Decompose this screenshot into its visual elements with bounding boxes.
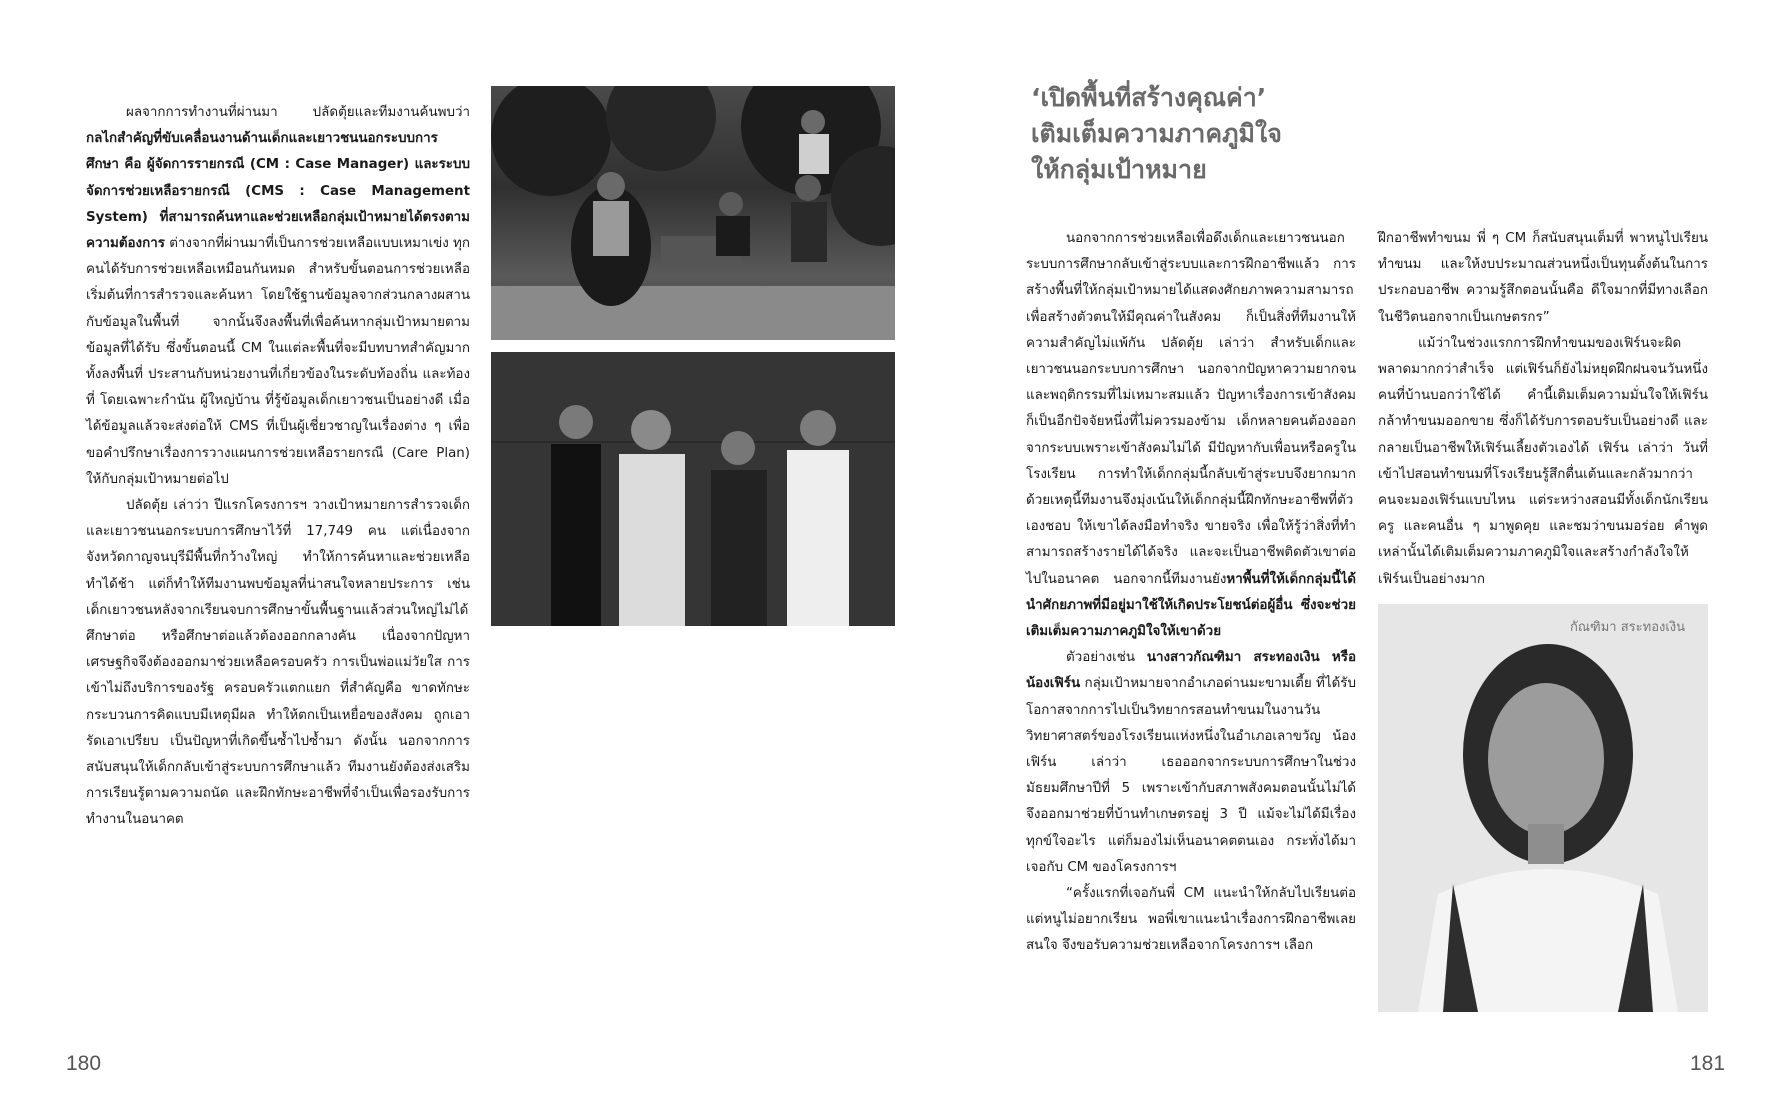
bold-emphasis: หาพื้นที่ให้เด็กกลุ่มนี้ได้นำศักยภาพที่มีอยู่มาใช้ให้เกิดประโยชน์ต่อผู้อื่น ซึ่งจะช่วยเติมเต็มความภาคภูมิใจให้เขาด้วย: [1026, 571, 1356, 640]
paragraph: นอกจากการช่วยเหลือเพื่อดึงเด็กและเยาวชนนอกระบบการศึกษากลับเข้าสู่ระบบและการฝึกอาชีพแล้ว การสร้างพื้นที่ให้กลุ่มเป้าหมายได้แสดงศักยภาพความสามารถเพื่อสร้างตัวตนให้มีคุณค่าในสังคม ก็เป็นสิ่งที่ทีมงานให้ความสำคัญไม่แพ้กัน ปลัดตุ้ย เล่าว่า สำหรับเด็กและเยาวชนนอกระบบการศึกษา นอกจากปัญหาความยากจนและพฤติกรรมที่ไม่เหมาะสมแล้ว ปัญหาเรื่องการเข้าสังคมก็เป็นอีกปัจจัยหนึ่งที่ไม่ควรมองข้าม เด็กหลายคนต้องออกจากระบบเพราะเข้าสังคมไม่ได้ มีปัญหากับเพื่อนหรือครูในโรงเรียน การทำให้เด็กกลุ่มนี้กลับเข้าสู่ระบบจึงยากมาก ด้วยเหตุนี้ทีมงานจึงมุ่งเน้นให้เด็กกลุ่มนี้ฝึกทักษะอาชีพที่ตัวเองชอบ ให้เขาได้ลงมือทำจริง ขายจริง เพื่อให้รู้ว่าสิ่งที่ทำ สามารถสร้างรายได้ได้จริง และจะเป็นอาชีพติดตัวเขาต่อไปในอนาคต นอกจากนี้ทีมงานยังหาพื้นที่ให้เด็กกลุ่มนี้ได้นำศักยภาพที่มีอยู่มาใช้ให้เกิดประโยชน์ต่อผู้อื่น ซึ่งจะช่วยเติมเต็มความภาคภูมิใจให้เขาด้วย: [1026, 231, 1356, 640]
headline-line: ให้กลุ่มเป้าหมาย: [1031, 155, 1207, 184]
bold-emphasis: กลไกสำคัญที่ขับเคลื่อนงานด้านเด็กและเยาวชนนอกระบบการศึกษา คือ ผู้จัดการรายกรณี (CM : Case Manager) และระบบจัดการช่วยเหลือรายกรณี (CMS : Case Management System) ที่สามารถค้นหาและช่วยเหลือกลุ่มเป้าหมายได้ตรงตามความต้องการ: [86, 131, 470, 252]
paragraph: “ครั้งแรกที่เจอกันพี่ CM แนะนำให้กลับไปเรียนต่อ แต่หนูไม่อยากเรียน พอพี่เขาแนะนำเรื่องการฝึกอาชีพเลยสนใจ จึงขอรับความช่วยเหลือจากโครงการฯ เลือก: [1026, 886, 1356, 954]
photo-youth-group-outdoor: [491, 86, 895, 340]
paragraph: ผลจากการทำงานที่ผ่านมา ปลัดตุ้ยและทีมงานค้นพบว่ากลไกสำคัญที่ขับเคลื่อนงานด้านเด็กและเยาวชนนอกระบบการศึกษา คือ ผู้จัดการรายกรณี (CM : Case Manager) และระบบจัดการช่วยเหลือรายกรณี (CMS : Case Management System) ที่สามารถค้นหาและช่วยเหลือกลุ่มเป้าหมายได้ตรงตามความต้องการ ต่างจากที่ผ่านมาที่เป็นการช่วยเหลือแบบเหมาเข่ง ทุกคนได้รับการช่วยเหลือเหมือนกันหมด สำหรับขั้นตอนการช่วยเหลือเริ่มต้นที่การสำรวจและค้นหา โดยใช้ฐานข้อมูลจากส่วนกลางผสานกับข้อมูลในพื้นที่ จากนั้นจึงลงพื้นที่เพื่อค้นหากลุ่มเป้าหมายตามข้อมูลที่ได้รับ ซึ่งขั้นตอนนี้ CM ในแต่ละพื้นที่จะมีบทบาทสำคัญมาก ทั้งลงพื้นที่ ประสานกับหน่วยงานที่เกี่ยวข้องในระดับท้องถิ่น และท้องที่ โดยเฉพาะกำนัน ผู้ใหญ่บ้าน ที่รู้ข้อมูลเด็กเยาวชนเป็นอย่างดี เมื่อได้ข้อมูลแล้วจะส่งต่อให้ CMS ที่เป็นผู้เชี่ยวชาญในเรื่องต่าง ๆ เพื่อขอคำปรึกษาเรื่องการวางแผนการช่วยเหลือรายกรณี (Care Plan) ให้กับกลุ่มเป้าหมายต่อไป: [86, 105, 470, 487]
outdoor-scene-illustration: [491, 86, 895, 340]
photo-four-youths-portrait: [491, 352, 895, 626]
page-number-left: 180: [66, 1052, 102, 1075]
photo-fern-portrait: [1378, 604, 1708, 1012]
paragraph: ตัวอย่างเช่น นางสาวกัณฑิมา สระทองเงิน หรือน้องเฟิร์น กลุ่มเป้าหมายจากอำเภอด่านมะขามเตี้ย ที่ได้รับโอกาสจากการไปเป็นวิทยากรสอนทำขนมในงานวันวิทยาศาสตร์ของโรงเรียนแห่งหนึ่งในอำเภอเลาขวัญ น้องเฟิร์น เล่าว่า เธอออกจากระบบการศึกษาในช่วงมัธยมศึกษาปีที่ 5 เพราะเข้ากับสภาพสังคมตอนนั้นไม่ได้ จึงออกมาช่วยที่บ้านทำเกษตรอยู่ 3 ปี แม้จะไม่ได้มีเรื่องทุกข์ใจอะไร แต่ก็มองไม่เห็นอนาคตตนเอง กระทั่งได้มาเจอกับ CM ของโครงการฯ: [1026, 650, 1356, 875]
paragraph: ฝึกอาชีพทำขนม พี่ ๆ CM ก็สนับสนุนเต็มที่ พาหนูไปเรียนทำขนม และให้งบประมาณส่วนหนึ่งเป็นทุนตั้งต้นในการประกอบอาชีพ ความรู้สึกตอนนั้นคือ ดีใจมากที่มีทางเลือกในชีวิตนอกจากเป็นเกษตรกร”: [1378, 231, 1708, 325]
left-text-column: [86, 100, 470, 834]
headline-line: ‘เปิดพื้นที่สร้างคุณค่า’: [1031, 83, 1267, 112]
portrait-caption: กัณฑิมา สระทองเงิน: [1570, 620, 1686, 635]
paragraph: ปลัดตุ้ย เล่าว่า ปีแรกโครงการฯ วางเป้าหมายการสำรวจเด็กและเยาวชนนอกระบบการศึกษาไว้ที่ 17,749 คน แต่เนื่องจากจังหวัดกาญจนบุรีมีพื้นที่กว้างใหญ่ ทำให้การค้นหาและช่วยเหลือทำได้ช้า แต่ก็ทำให้ทีมงานพบข้อมูลที่น่าสนใจหลายประการ เช่น เด็กเยาวชนหลังจากเรียนจบการศึกษาขั้นพื้นฐานแล้วส่วนใหญ่ไม่ได้ศึกษาต่อ หรือศึกษาต่อแล้วต้องออกกลางคัน เนื่องจากปัญหาเศรษฐกิจจึงต้องออกมาช่วยเหลือครอบครัว การเป็นพ่อแม่วัยใส การเข้าไม่ถึงบริการของรัฐ ครอบครัวแตกแยก ที่สำคัญคือ ขาดทักษะกระบวนการคิดแบบมีเหตุมีผล ทำให้ตกเป็นเหยื่อของสังคม ถูกเอารัดเอาเปรียบ เป็นปัญหาที่เกิดขึ้นซ้ำไปซ้ำมา ดังนั้น นอกจากการสนับสนุนให้เด็กกลับเข้าสู่ระบบการศึกษาแล้ว ทีมงานยังต้องส่งเสริมการเรียนรู้ตามความถนัด และฝึกทักษะอาชีพที่จำเป็นเพื่อรองรับการทำงานในอนาคต: [86, 498, 470, 828]
headline-line: เติมเต็มความภาคภูมิใจ: [1031, 119, 1282, 148]
group-portrait-illustration: [491, 352, 895, 626]
right-text-column-1: [1026, 226, 1356, 960]
right-text-column-2: [1378, 226, 1708, 593]
bold-emphasis: นางสาวกัณฑิมา สระทองเงิน หรือน้องเฟิร์น: [1026, 650, 1356, 692]
paragraph: แม้ว่าในช่วงแรกการฝึกทำขนมของเฟิร์นจะผิดพลาดมากกว่าสำเร็จ แต่เฟิร์นก็ยังไม่หยุดฝึกฝนจนวันหนึ่งคนที่บ้านบอกว่าใช้ได้ คำนี้เติมเต็มความมั่นใจให้เฟิร์นกล้าทำขนมออกขาย ซึ่งก็ได้รับการตอบรับเป็นอย่างดี และกลายเป็นอาชีพให้เฟิร์นเลี้ยงตัวเองได้ เฟิร์น เล่าว่า วันที่เข้าไปสอนทำขนมที่โรงเรียนรู้สึกตื่นเต้นและกลัวมากว่าคนจะมองเฟิร์นแบบไหน แต่ระหว่างสอนมีทั้งเด็กนักเรียน ครู และคนอื่น ๆ มาพูดคุย และชมว่าขนมอร่อย คำพูดเหล่านั้นได้เติมเต็มความภาคภูมิใจและสร้างกำลังใจให้เฟิร์นเป็นอย่างมาก: [1378, 335, 1708, 587]
portrait-illustration: [1378, 604, 1708, 1012]
page-number-right: 181: [1690, 1052, 1726, 1075]
section-headline: [1031, 80, 1282, 188]
